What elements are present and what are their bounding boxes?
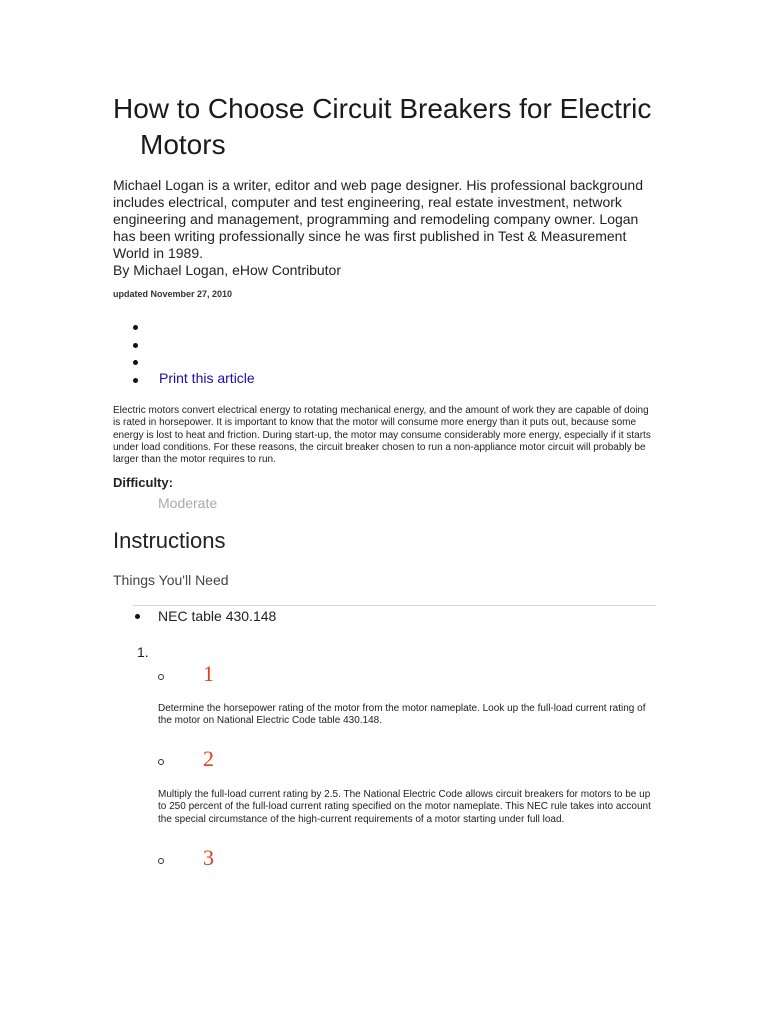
byline: By Michael Logan, eHow Contributor (113, 262, 342, 278)
author-bio: Michael Logan is a writer, editor and web page designer. His professional background includes electrical, computer and test engineering, real estate investment, network engineering and management, programming and remodeling company owner. Logan has been writing professionally since he was first published in Test & Measurement World in 1989. (113, 177, 643, 261)
things-needed-heading: Things You'll Need (113, 572, 229, 588)
step-bullet (158, 759, 166, 767)
step-number: 1 (203, 661, 214, 686)
updated-date: updated November 27, 2010 (113, 289, 233, 299)
step-bullet (158, 858, 166, 866)
difficulty-value: Moderate (158, 495, 218, 511)
step-number: 2 (203, 746, 214, 771)
difficulty-label: Difficulty: (113, 475, 173, 490)
step-text: Determine the horsepower rating of the motor from the motor nameplate. Look up the full-load current rating of the motor on National Electric Code table 430.148. (158, 703, 646, 727)
ordered-list-number: 1. (137, 644, 149, 660)
needs-item-label: NEC table 430.148 (158, 608, 277, 624)
instructions-heading: Instructions (113, 528, 226, 553)
step-bullet (158, 674, 166, 682)
step-number: 3 (203, 845, 214, 870)
step-text: Multiply the full-load current rating by 2.5. The National Electric Code allows circuit breakers for motors to be up to 250 percent of the full-load current rating specified on the motor nameplate. This NEC rule takes into account the special circumstance of the high-current requirements of a motor starting under full load. (158, 789, 651, 825)
print-article-link[interactable]: Print this article (159, 370, 255, 386)
intro-paragraph: Electric motors convert electrical energy to rotating mechanical energy, and the amount of work they are capable of doing is rated in horsepower. It is important to know that the motor will consume more energy than it puts out, because some energy is lost to heat and friction. During start-up, the motor may consume considerably more energy, especially if it starts under load conditions. For these reasons, the circuit breaker chosen to run a non-appliance motor circuit will probably be larger than the motor requires to run. (113, 405, 651, 466)
author-bio-block (113, 177, 658, 279)
bullet (135, 614, 140, 619)
divider (133, 605, 656, 606)
article-title: How to Choose Circuit Breakers for Electric Motors (113, 93, 652, 160)
